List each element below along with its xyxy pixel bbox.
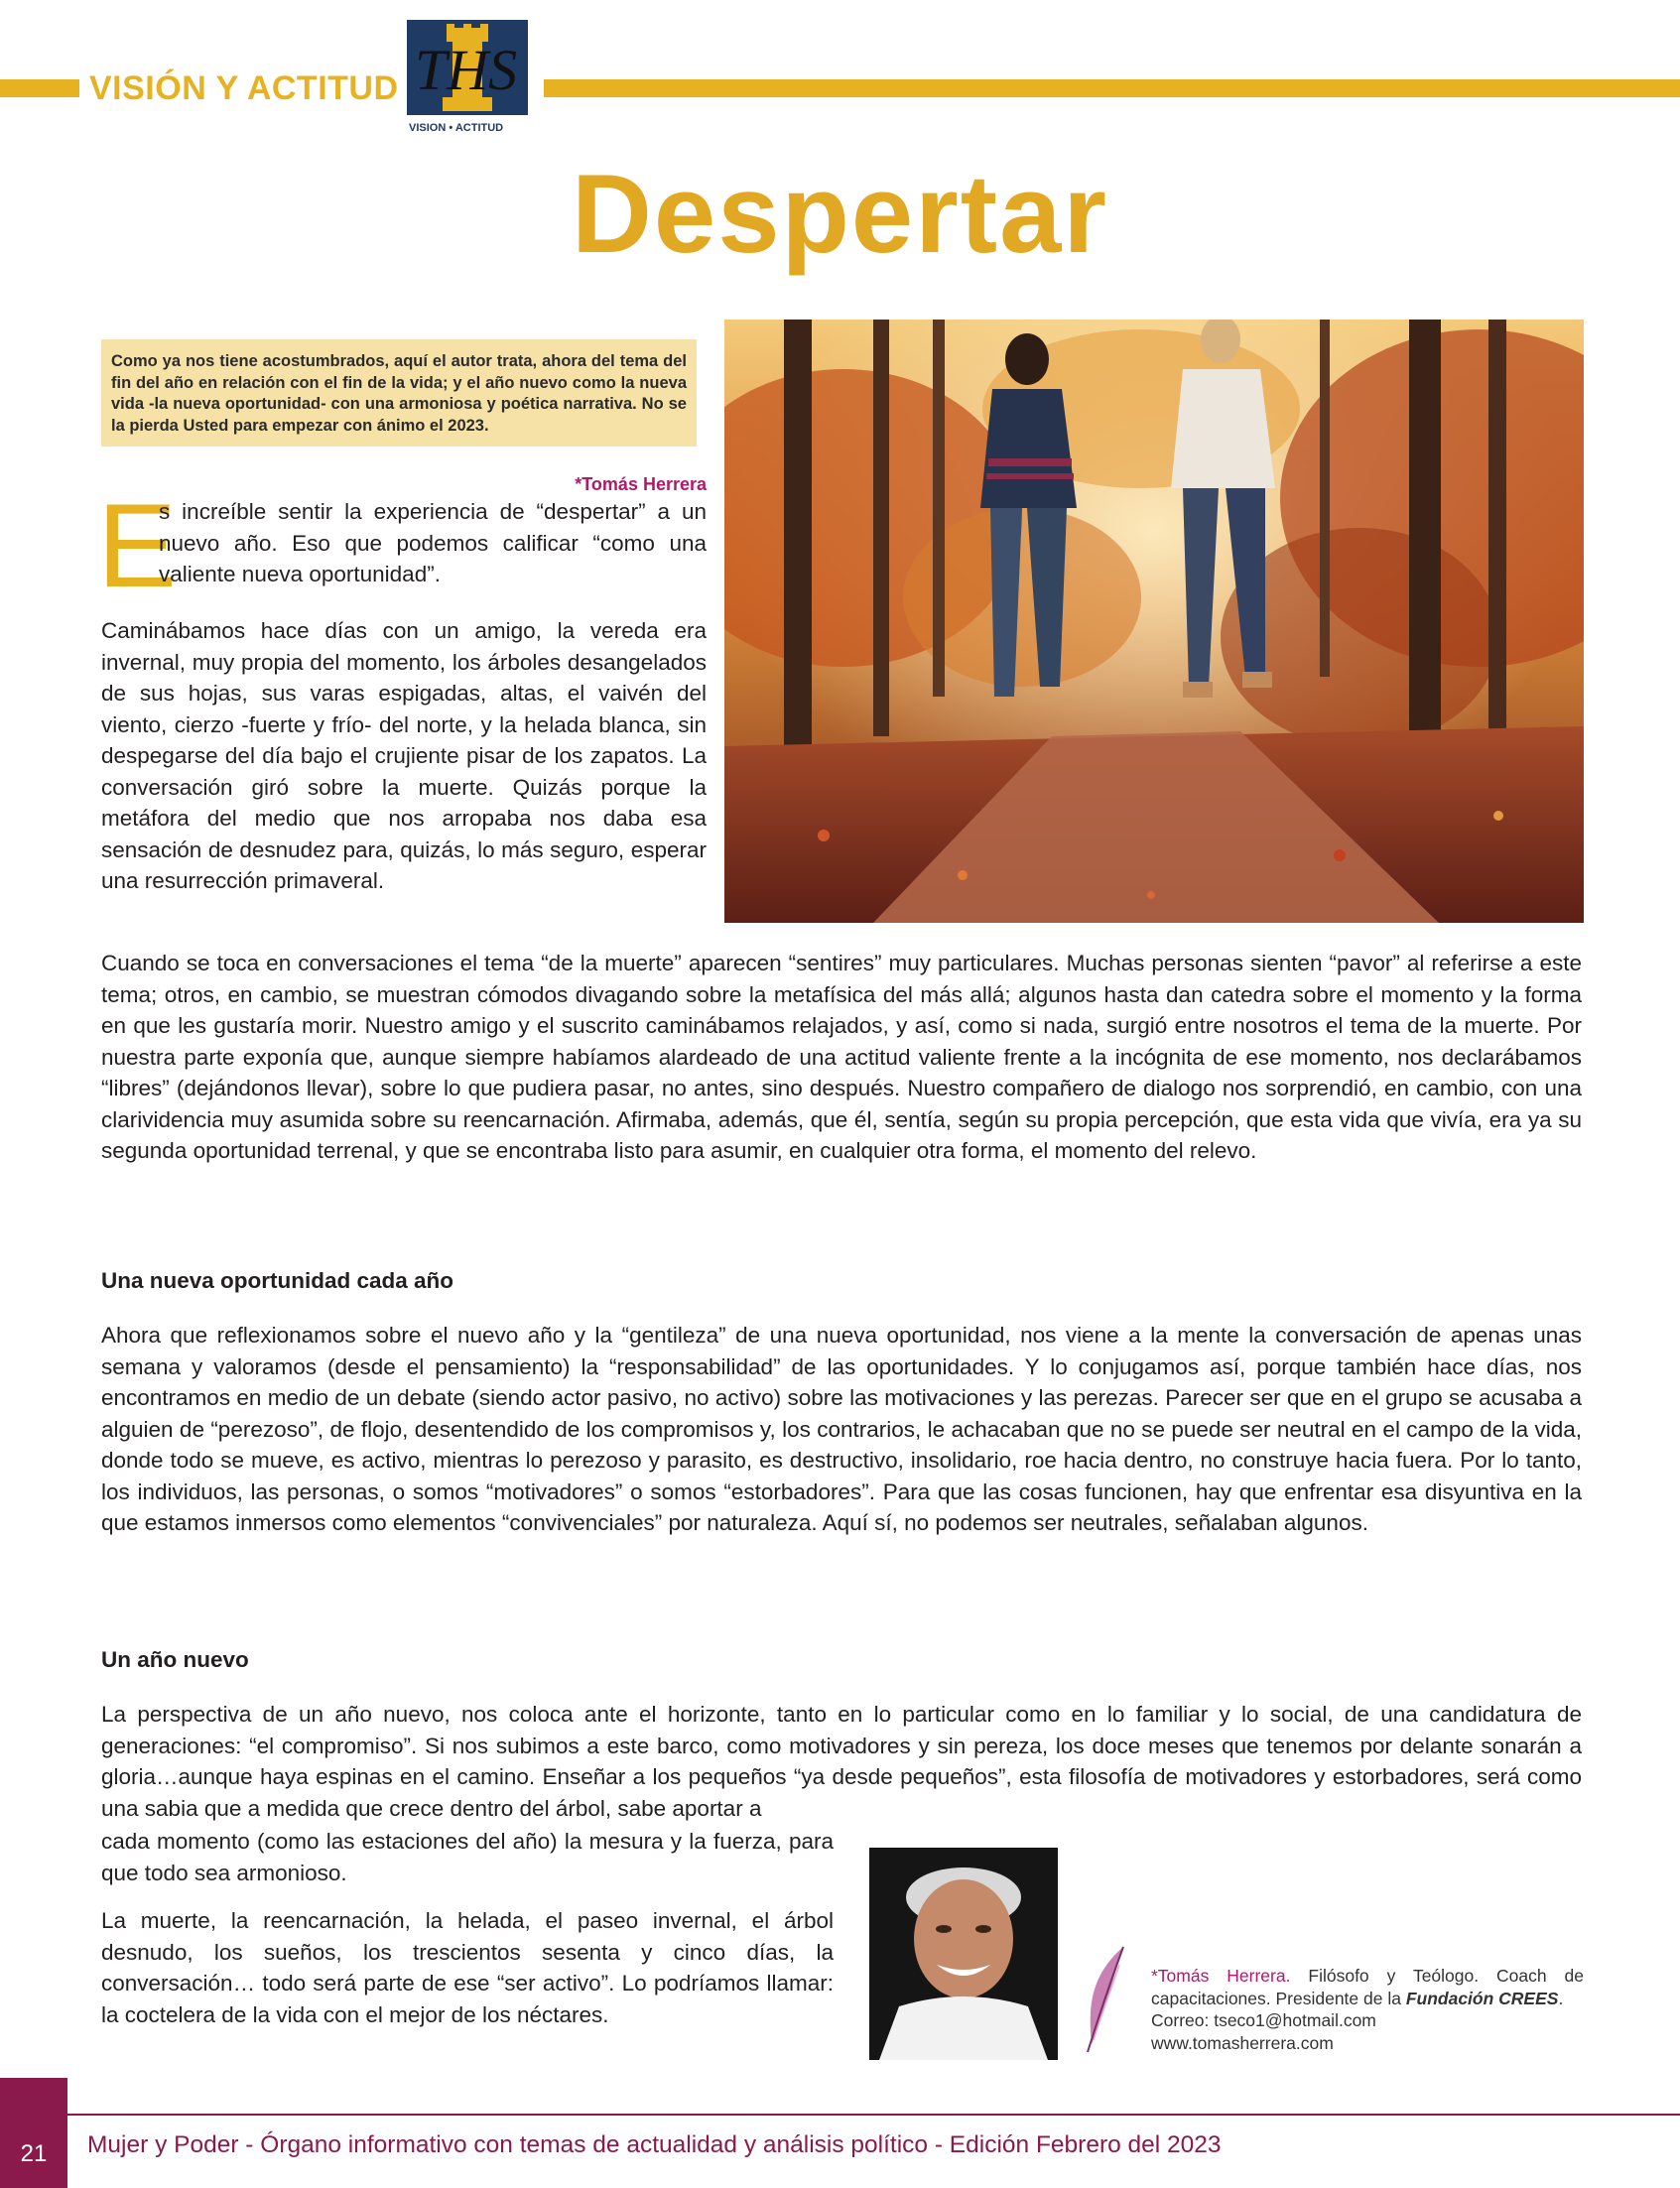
- logo-subtitle: VISION • ACTITUD: [409, 122, 504, 134]
- autumn-walk-photo: [724, 320, 1584, 923]
- paragraph-3: Cuando se toca en conversaciones el tema “de la muerte” aparecen “sentires” muy particulares. Muchas personas sienten “pavor” al referirse a este tema; otros, en cambio, se muestran cómodos divagando sobre la metafísica del más allá; algunos hasta dan catedra sobre el momento y la forma en que les gustaría morir. Nuestro amigo y el suscrito caminábamos relajados, y así, como si nada, surgió entre nosotros el tema de la muerte. Por nuestra parte exponía que, aunque siempre habíamos alardeado de una actitud valiente frente a la incógnita de ese momento, nos declarábamos “libres” (dejándonos llevar), sobre lo que pudiera pasar, no antes, sino después. Nuestro compañero de dialogo nos sorprendió, en cambio, con una clarividencia muy asumida sobre su reencarnación. Afirmaba, además, que él, sentía, según su propia percepción, que esta vida que vivía, era ya su segunda oportunidad terrenal, y que se encontraba listo para asumir, en cualquier otra forma, el momento del relevo.: [101, 951, 1582, 1163]
- feather-icon: [1082, 1945, 1131, 2054]
- paragraph-2: Caminábamos hace días con un amigo, la vereda era invernal, muy propia del momento, los árboles desangelados de sus hojas, sus varas espigadas, altas, el vaivén del viento, cierzo -fuerte y frío- del norte, y la helada blanca, sin despegarse del día bajo el crujiente pisar de los zapatos. La conversación giró sobre la muerte. Quizás porque la metáfora del medio que nos arropaba nos daba esa sensación de desnudez para, quizás, lo más seguro, esperar una resurrección primaveral.: [101, 618, 707, 893]
- drop-cap: E: [97, 479, 178, 612]
- author-description-end: .: [1558, 1988, 1564, 2008]
- intro-summary-box: Como ya nos tiene acostumbrados, aquí el autor trata, ahora del tema del fin del año en relación con el fin de la vida; y el año nuevo como la nueva vida -la nueva oportunidad- con una armoniosa y poética narrativa. No se la pierda Usted para empezar con ánimo el 2023.: [101, 339, 697, 447]
- paragraph-5: La perspectiva de un año nuevo, nos coloca ante el horizonte, tanto en lo particular como en lo familiar y lo social, de una candidatura de generaciones: “el compromiso”. Si nos subimos a este barco, como motivadores y sin pereza, los doce meses que tenemos por delante sonarán a gloria…aunque haya espinas en el camino. Enseñar a los pequeños “ya desde pequeños”, esta filosofía de motivadores y estorbadores, será como una sabia que a medida que crece dentro del árbol, sabe aportar a: [101, 1702, 1582, 1821]
- paragraph-1: s increíble sentir la experiencia de “despertar” a un nuevo año. Eso que podemos calificar “como una valiente nueva oportunidad”.: [159, 499, 707, 586]
- ths-logo: [407, 20, 528, 135]
- header-bar-left: [0, 79, 79, 97]
- author-email[interactable]: Correo: tseco1@hotmail.com: [1151, 2010, 1376, 2030]
- header-bar-right: [544, 79, 1680, 97]
- author-portrait: [869, 1848, 1058, 2060]
- logo-text: THS: [415, 38, 518, 102]
- section-label: VISIÓN Y ACTITUD: [89, 69, 399, 107]
- foundation-name: Fundación CREES: [1405, 1988, 1559, 2008]
- paragraph-4: Ahora que reflexionamos sobre el nuevo año y la “gentileza” de una nueva oportunidad, nos viene a la mente la conversación de apenas unas semana y valoramos (desde el pensamiento) la “responsabilidad” de las oportunidades. Y lo conjugamos así, porque también hace días, nos encontramos en medio de un debate (siendo actor pasivo, no activo) sobre las motivaciones y las perezas. Parecer ser que en el grupo se acusaba a alguien de “perezoso”, de flojo, desentendido de los compromisos y, los contrarios, le achacaban que no se puede ser neutral en el campo de la vida, donde todo se mueve, es activo, mientras lo perezoso y parasito, es destructivo, insolidario, roe hacia dentro, no construye hacia fuera. Por lo tanto, los individuos, las personas, o somos “motivadores” o somos “estorbadores”. Para que las cosas funcionen, hay que enfrentar esa disyuntiva en la que estamos inmersos como elementos “convivenciales” por naturaleza. Aquí sí, no podemos ser neutrales, señalaban algunos.: [101, 1323, 1582, 1535]
- author-byline: *Tomás Herrera: [575, 474, 707, 494]
- author-bio: [1151, 1965, 1584, 2054]
- subheading-nueva-oportunidad: Una nueva oportunidad cada año: [101, 1268, 454, 1293]
- page-number: 21: [20, 2140, 48, 2167]
- author-name: *Tomás Herrera.: [1151, 1966, 1291, 1986]
- footer-publication-text: Mujer y Poder - Órgano informativo con temas de actualidad y análisis político - Edición Febrero del 2023: [87, 2131, 1222, 2158]
- paragraph-5-continued: cada momento (como las estaciones del año) la mesura y la fuerza, para que todo sea armonioso.: [101, 1829, 834, 1885]
- author-description: Filósofo y Teólogo. Coach de capacitaciones. Presidente de la: [1151, 1966, 1585, 2008]
- footer-rule: [67, 2114, 1680, 2116]
- paragraph-6: La muerte, la reencarnación, la helada, el paseo invernal, el árbol desnudo, los sueños, los trescientos sesenta y cinco días, la conversación… todo será parte de ese “ser activo”. Lo podríamos llamar: la coctelera de la vida con el mejor de los néctares.: [101, 1908, 834, 2027]
- page-number-block: [0, 2078, 67, 2188]
- article-title: Despertar: [572, 152, 1108, 276]
- subheading-ano-nuevo: Un año nuevo: [101, 1647, 249, 1672]
- author-website[interactable]: www.tomasherrera.com: [1151, 2032, 1334, 2053]
